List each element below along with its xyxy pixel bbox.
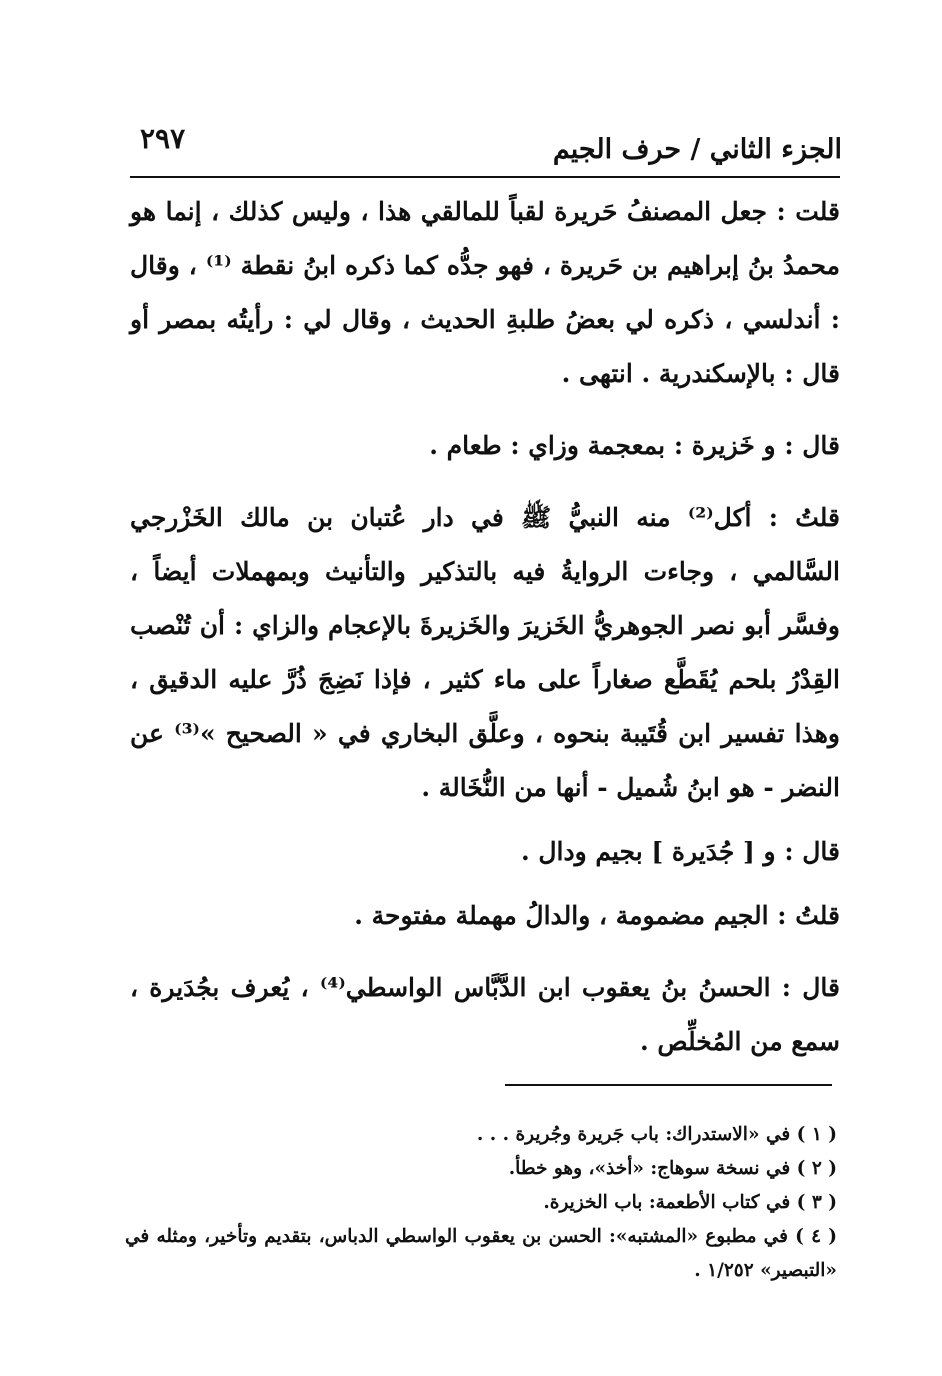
- footnote-4: ( ٤ ) في مطبوع «المشتبه»: الحسن بن يعقوب الواسطي الدباس، بتقديم وتأخير، ومثله في «التبصير» ١/٢٥٢ .: [125, 1226, 837, 1281]
- paragraph-4: قال : و [ جُدَيرة ] بجيم ودال .: [520, 837, 840, 866]
- paragraph-1: قلت : جعل المصنفُ حَريرة لقباً للمالقي هذا ، وليس كذلك ، إنما هو محمدُ بنُ إبراهيم بن حَريرة ، فهو جدُّه كما ذكره ابنُ نقطة ⁽¹⁾ ، وقال : أندلسي ، ذكره لي بعضُ طلبةِ الحديث ، وقال لي : رأيتُه بمصر أو قال : بالإسكندرية . انتهى .: [130, 197, 840, 388]
- running-head: الجزء الثاني / حرف الجيم: [552, 134, 842, 165]
- footnotes: [125, 1118, 837, 1288]
- paragraph-6: قال : الحسنُ بنُ يعقوب ابن الدَّبَّاس الواسطي⁽⁴⁾ ، يُعرف بجُدَيرة ، سمع من المُخلِّص .: [130, 973, 840, 1056]
- page-number: ٢٩٧: [140, 122, 186, 155]
- body-text: [130, 185, 840, 1069]
- paragraph-3: قلتُ : أكل⁽²⁾ منه النبيُّ ﷺ في دار عُتبان بن مالك الخَزْرجي السَّالمي ، وجاءت الروايةُ فيه بالتذكير والتأنيث وبمهملات أيضاً ، وفسَّر أبو نصر الجوهريُّ الخَزيرَ والخَزيرةَ بالإعجام والزاي : أن تُنْصب القِدْرُ بلحم يُقَطَّع صغاراً على ماء كثير ، فإذا نَضِجَ ذُرَّ عليه الدقيق ، وهذا تفسير ابن قُتَيبة بنحوه ، وعلَّق البخاري في « الصحيح »⁽³⁾ عن النضر - هو ابنُ شُميل - أنها من النُّخَالة .: [130, 503, 840, 802]
- paragraph-5: قلتُ : الجيم مضمومة ، والدالُ مهملة مفتوحة .: [354, 901, 840, 930]
- footnote-2: ( ٢ ) في نسخة سوهاج: «أخذ»، وهو خطأ.: [508, 1158, 837, 1179]
- footnote-1: ( ١ ) في «الاستدراك: باب جَريرة وجُريرة . . .: [476, 1124, 837, 1145]
- paragraph-2: قال : و خَزيرة : بمعجمة وزاي : طعام .: [429, 431, 840, 460]
- page-header: [130, 120, 842, 172]
- footnote-rule: [505, 1084, 832, 1086]
- header-rule: [130, 176, 840, 178]
- footnote-3: ( ٣ ) في كتاب الأطعمة: باب الخزيرة.: [543, 1192, 837, 1213]
